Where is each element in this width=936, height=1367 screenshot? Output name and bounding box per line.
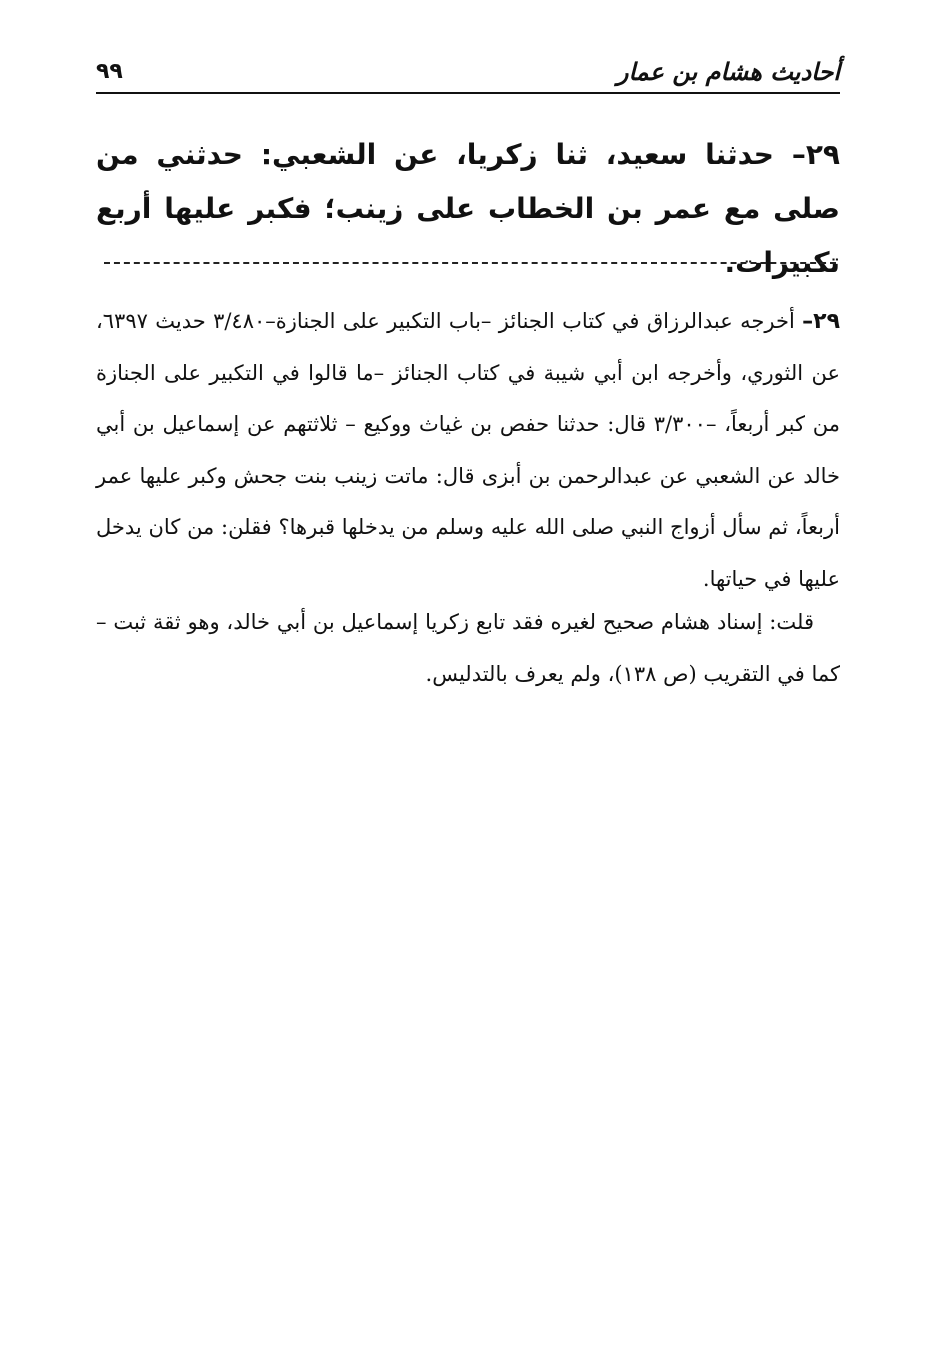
page-number: ٩٩ (96, 59, 123, 84)
hadith-text: حدثنا سعيد، ثنا زكريا، عن الشعبي: حدثني من صلى مع عمر بن الخطاب على زينب؛ فكبر عليها أربع تكبيرات. (96, 138, 840, 279)
hadith-text-block (96, 128, 840, 290)
footnote-separator (104, 262, 836, 264)
page-header (96, 52, 840, 94)
comment-text: قلت: إسناد هشام صحيح لغيره فقد تابع زكريا إسماعيل بن أبي خالد، وهو ثقة ثبت –كما في التقريب (ص ١٣٨)، ولم يعرف بالتدليس. (96, 610, 840, 686)
hadith-number: ٢٩– (791, 138, 840, 171)
footnote-text: أخرجه عبدالرزاق في كتاب الجنائز –باب التكبير على الجنازة–٣/٤٨٠ حديث ٦٣٩٧، عن الثوري، وأخرجه ابن أبي شيبة في كتاب الجنائز –ما قالوا في التكبير على الجنازة من كبر أربعاً، –٣/٣٠٠ قال: حدثنا حفص بن غياث ووكيع – ثلاثتهم عن إسماعيل بن أبي خالد عن الشعبي عن عبدالرحمن بن أبزى قال: ماتت زينب بنت جحش وكبر عليها عمر أربعاً، ثم سأل أزواج النبي صلى الله عليه وسلم من يدخلها قبرها؟ فقلن: من كان يدخل عليها في حياتها. (96, 309, 840, 591)
footnote-number: ٢٩– (802, 309, 840, 334)
book-title: أحاديث هشام بن عمار (616, 58, 840, 86)
takhrij-footnote (96, 296, 840, 605)
author-comment (96, 597, 840, 700)
